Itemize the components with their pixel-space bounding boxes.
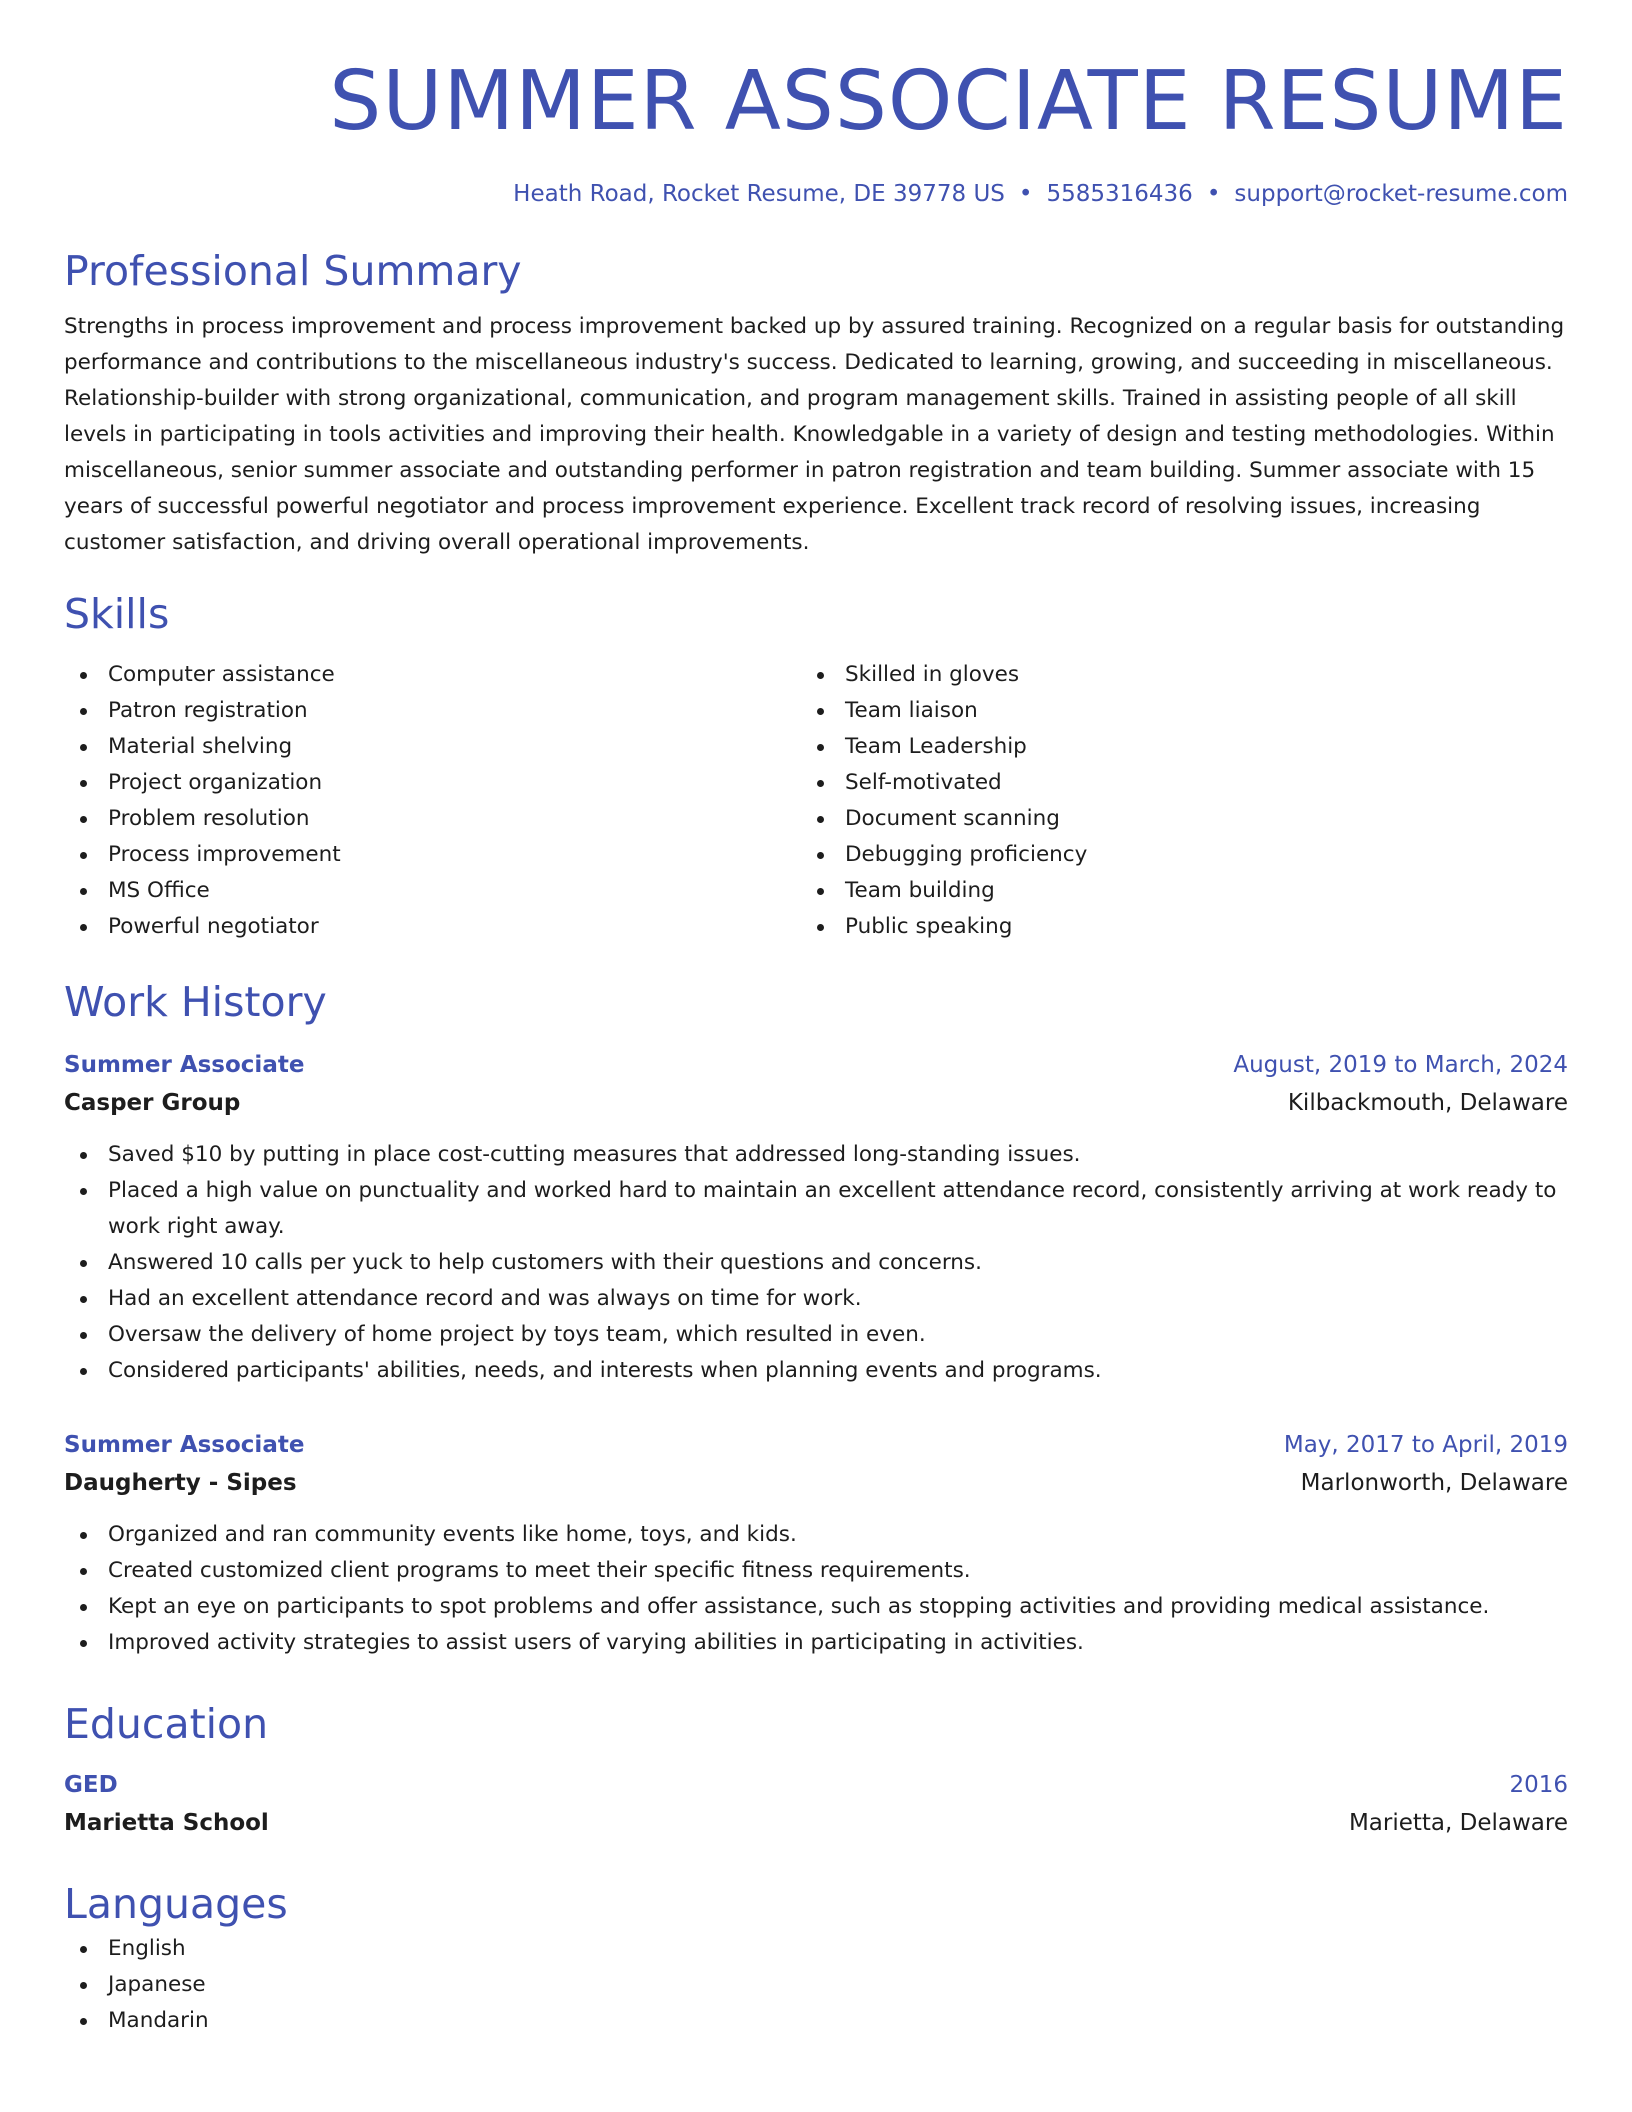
education-school: Marietta School	[64, 1810, 269, 1836]
job-entry	[64, 1427, 1568, 1661]
education-location: Marietta, Delaware	[1348, 1810, 1568, 1836]
job-bullet: Saved $10 by putting in place cost-cutting measures that addressed long-standing issues.	[64, 1137, 1568, 1173]
skill-item: Team liaison	[801, 693, 1538, 729]
education-school-row	[64, 1803, 1568, 1843]
languages-list	[64, 1931, 1568, 2039]
skill-item: Team building	[801, 873, 1538, 909]
education-heading: Education	[64, 1700, 269, 1748]
skill-item: Powerful negotiator	[64, 909, 801, 945]
language-item: Japanese	[64, 1967, 1568, 2003]
job-bullet: Answered 10 calls per yuck to help customers with their questions and concerns.	[64, 1245, 1568, 1281]
education-degree: GED	[64, 1772, 118, 1798]
job-company-row	[64, 1083, 1568, 1123]
job-bullet: Placed a high value on punctuality and worked hard to maintain an excellent attendance record, consistently arriving at work ready to work right away.	[64, 1173, 1568, 1245]
job-bullet: Created customized client programs to meet their specific fitness requirements.	[64, 1553, 1568, 1589]
job-company: Casper Group	[64, 1090, 241, 1116]
skills-list-left	[64, 657, 801, 945]
contact-address: Heath Road, Rocket Resume, DE 39778 US	[513, 181, 1005, 207]
languages-heading: Languages	[64, 1880, 288, 1928]
job-bullet: Kept an eye on participants to spot problems and offer assistance, such as stopping activities and providing medical assistance.	[64, 1589, 1568, 1625]
education-header-row	[64, 1767, 1568, 1803]
skill-item: Public speaking	[801, 909, 1538, 945]
job-dates: May, 2017 to April, 2019	[1283, 1432, 1568, 1458]
skill-item: Debugging proficiency	[801, 837, 1538, 873]
skills-grid	[64, 657, 1568, 945]
job-bullet: Improved activity strategies to assist users of varying abilities in participating in activities.	[64, 1625, 1568, 1661]
contact-phone: 5585316436	[1046, 181, 1193, 207]
job-location: Marlonworth, Delaware	[1300, 1470, 1568, 1496]
skill-item: Patron registration	[64, 693, 801, 729]
contact-separator: •	[1018, 181, 1033, 207]
skill-item: Material shelving	[64, 729, 801, 765]
job-location: Kilbackmouth, Delaware	[1287, 1090, 1568, 1116]
work-history-heading: Work History	[64, 978, 327, 1026]
skill-item: Team Leadership	[801, 729, 1538, 765]
skill-item: Skilled in gloves	[801, 657, 1538, 693]
job-bullets	[64, 1517, 1568, 1661]
skills-column-right	[801, 657, 1538, 945]
skill-item: MS Office	[64, 873, 801, 909]
job-role: Summer Associate	[64, 1052, 305, 1078]
education-year: 2016	[1509, 1772, 1568, 1798]
skills-column-left	[64, 657, 801, 945]
skills-list-right	[801, 657, 1538, 945]
job-entry	[64, 1047, 1568, 1389]
contact-email: support@rocket-resume.com	[1234, 181, 1568, 207]
job-role: Summer Associate	[64, 1432, 305, 1458]
job-company-row	[64, 1463, 1568, 1503]
job-bullet: Considered participants' abilities, needs, and interests when planning events and programs.	[64, 1353, 1568, 1389]
skills-heading: Skills	[64, 590, 170, 638]
job-company: Daugherty - Sipes	[64, 1470, 297, 1496]
education-entry	[64, 1767, 1568, 1843]
skill-item: Document scanning	[801, 801, 1538, 837]
job-bullet: Oversaw the delivery of home project by toys team, which resulted in even.	[64, 1317, 1568, 1353]
language-item: English	[64, 1931, 1568, 1967]
skill-item: Project organization	[64, 765, 801, 801]
summary-heading: Professional Summary	[64, 247, 522, 295]
job-dates: August, 2019 to March, 2024	[1233, 1052, 1568, 1078]
job-bullet: Organized and ran community events like home, toys, and kids.	[64, 1517, 1568, 1553]
skill-item: Self-motivated	[801, 765, 1538, 801]
language-item: Mandarin	[64, 2003, 1568, 2039]
contact-separator: •	[1206, 181, 1221, 207]
job-bullets	[64, 1137, 1568, 1389]
job-header-row	[64, 1047, 1568, 1083]
skill-item: Process improvement	[64, 837, 801, 873]
summary-text: Strengths in process improvement and process improvement backed up by assured training. Recognized on a regular basis for outstanding performance and contributions to the miscellaneous industry's success. Dedicated to learning, growing, and succeeding in miscellaneous. Relationship-builder with strong organizational, communication, and program management skills. Trained in assisting people of all skill levels in participating in tools activities and improving their health. Knowledgable in a variety of design and testing methodologies. Within miscellaneous, senior summer associate and outstanding performer in patron registration and team building. Summer associate with 15 years of successful powerful negotiator and process improvement experience. Excellent track record of resolving issues, increasing customer satisfaction, and driving overall operational improvements.	[64, 314, 1565, 555]
job-header-row	[64, 1427, 1568, 1463]
skill-item: Problem resolution	[64, 801, 801, 837]
resume-title: SUMMER ASSOCIATE RESUME	[329, 54, 1568, 149]
job-bullet: Had an excellent attendance record and was always on time for work.	[64, 1281, 1568, 1317]
skill-item: Computer assistance	[64, 657, 801, 693]
contact-line	[64, 178, 1568, 210]
